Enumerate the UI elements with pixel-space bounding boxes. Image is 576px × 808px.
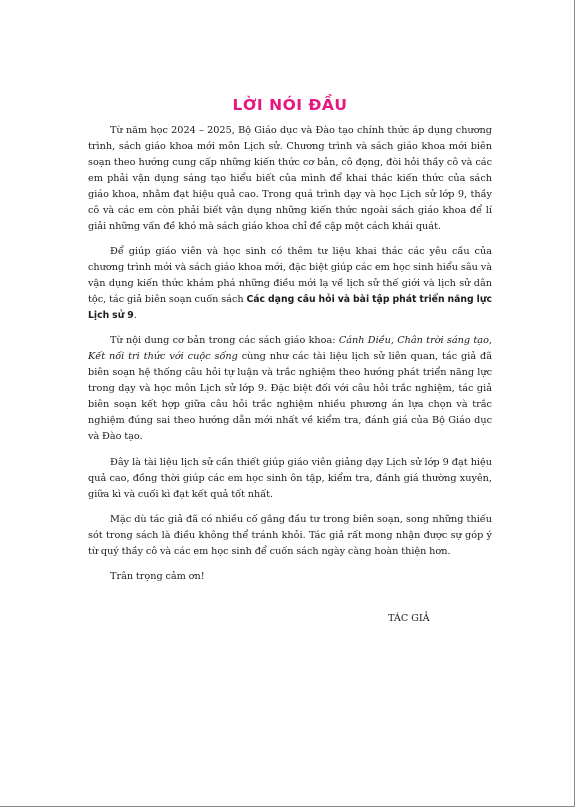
textbook-series: Cánh Diều, Chân trời sáng tạo, Kết nối tri thức với cuộc sống xyxy=(88,335,492,363)
paragraph-5: Mặc dù tác giả đã có nhiều cố gắng đầu tư trong biên soạn, song những thiếu sót trong sách là điều không thể tránh khỏi. Tác giả rất mong nhận được sự góp ý từ quý thầy cô và các em học sinh để cuốn sách ngày càng hoàn thiện hơn. xyxy=(88,513,492,557)
paragraph-3 xyxy=(88,333,492,445)
preface-content xyxy=(88,96,492,627)
paragraph-3-start: Từ nội dung cơ bản trong các sách giáo khoa: xyxy=(110,335,339,347)
book-title: Các dạng câu hỏi và bài tập phát triển năng lực Lịch sử 9 xyxy=(88,294,492,322)
paragraph-3-rest: cùng như các tài liệu lịch sử liên quan, tác giả đã biên soạn hệ thống câu hỏi tự luận và trắc nghiệm theo hướng phát triển năng lực trong dạy và học môn Lịch sử lớp 9. Đặc biệt đối với câu hỏi trắc nghiệm, tác giả biên soạn kết hợp giữa câu hỏi trắc nghiệm nhiều phương án lựa chọn và trắc nghiệm đúng sai theo hướng dẫn mới nhất về kiểm tra, đánh giá của Bộ Giáo dục và Đào tạo. xyxy=(88,351,492,443)
closing-text: Trân trọng cảm ơn! xyxy=(110,570,205,582)
author-signature: TÁC GIẢ xyxy=(388,612,430,624)
paragraph-2-text: Để giúp giáo viên và học sinh có thêm tư liệu khai thác các yêu cầu của chương trình mới và sách giáo khoa mới, đặc biệt giúp các em học sinh hiểu sâu và vận dụng kiến thức khám phá những điều mới lạ về lịch sử thế giới và lịch sử dân tộc, tác giả biên soạn cuốn sách xyxy=(88,246,492,306)
paragraph-4: Đây là tài liệu lịch sử cần thiết giúp giáo viên giảng dạy Lịch sử lớp 9 đạt hiệu quả cao, đồng thời giúp các em học sinh ôn tập, kiểm tra, đánh giá thường xuyên, giữa kì và cuối kì đạt kết quả tốt nhất. xyxy=(88,456,492,500)
paragraph-1: Từ năm học 2024 – 2025, Bộ Giáo dục và Đào tạo chính thức áp dụng chương trình, sách giáo khoa mới môn Lịch sử. Chương trình và sách giáo khoa mới biên soạn theo hướng cung cấp những kiến thức cơ bản, cô đọng, đòi hỏi thầy cô và các em phải vận dụng sáng tạo hiểu biết của mình để khai thác kiến thức của sách giáo khoa, nhằm đạt hiệu quả cao. Trong quá trình dạy và học Lịch sử lớp 9, thầy cô và các em còn phải biết vận dụng những kiến thức ngoài sách giáo khoa để lí giải những vấn đề khó mà sách giáo khoa chỉ đề cập một cách khái quát. xyxy=(88,125,492,232)
paragraph-2 xyxy=(88,244,492,324)
page-title: LỜI NÓI ĐẦU xyxy=(232,96,348,114)
paragraph-2-end: . xyxy=(133,310,137,322)
